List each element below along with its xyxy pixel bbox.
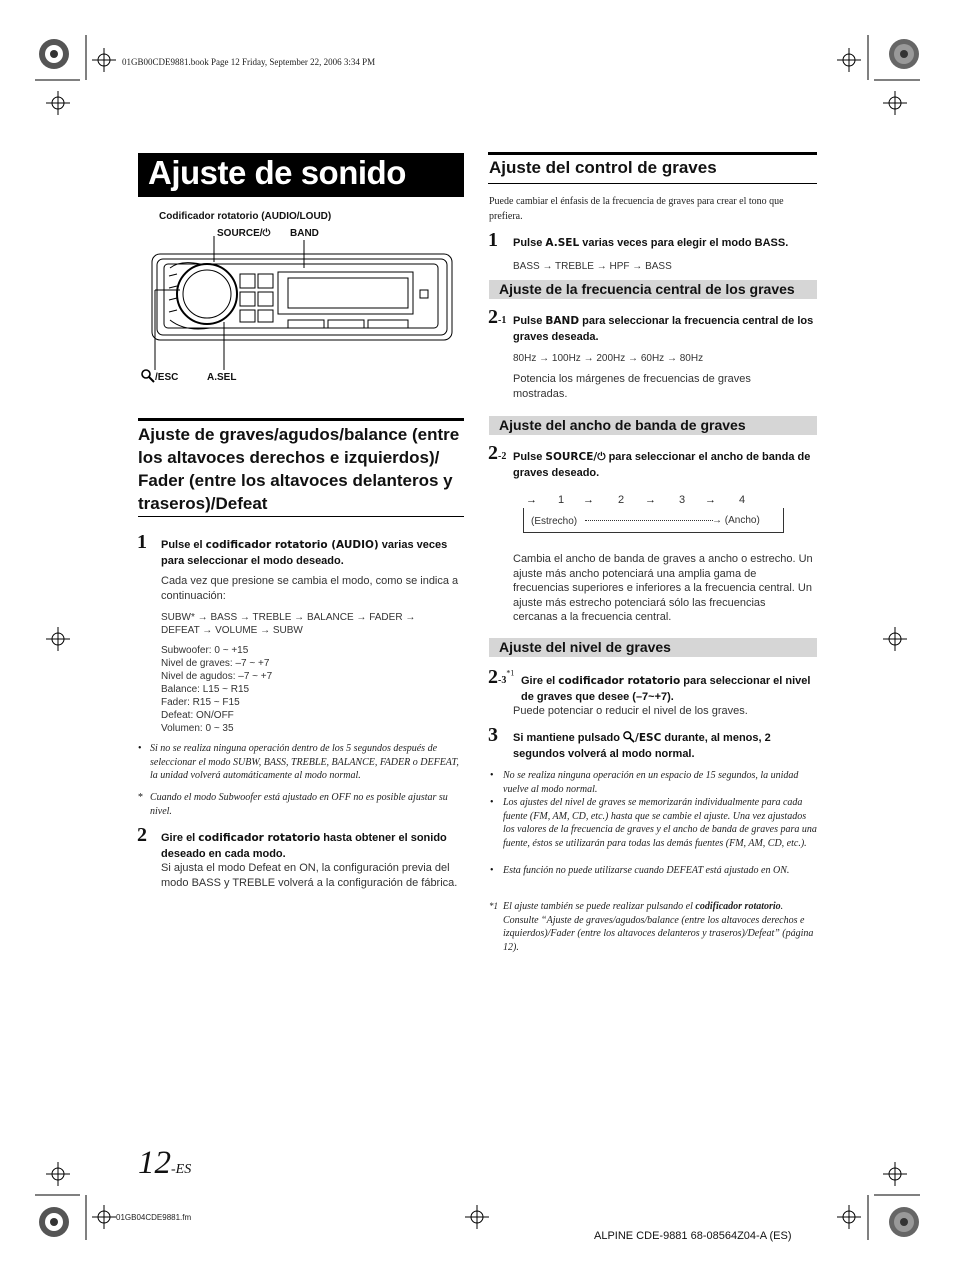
diagram-label-band: BAND (290, 228, 319, 239)
step-text: varias veces para elegir el modo BASS. (579, 237, 789, 249)
mode-sequence-line-2: DEFEAT → VOLUME → SUBW (161, 625, 303, 636)
section-rule (138, 516, 464, 517)
arrow-icon: → (645, 494, 656, 506)
section-heading-bass: Ajuste del control de graves (489, 158, 717, 177)
step-text: Gire el (521, 675, 559, 687)
diagram-label-source: SOURCE/⏻ (217, 228, 271, 239)
diagram-label-encoder: Codificador rotatorio (AUDIO/LOUD) (159, 211, 332, 222)
bass-step-1-instruction (513, 235, 817, 251)
section-rule (488, 152, 817, 155)
search-icon (623, 731, 635, 743)
flow-left-label: (Estrecho) (531, 516, 578, 527)
bass-step-3-instruction (513, 730, 817, 762)
bass-note-defeat: Esta función no puede utilizarse cuando DEFEAT está ajustado en ON. (503, 865, 790, 876)
bullet-dot: • (490, 865, 494, 876)
step-text: durante, al menos, 2 segundos volverá al modo normal. (513, 732, 771, 760)
step-text: Pulse el (161, 539, 206, 551)
note-subwoofer: Cuando el modo Subwoofer está ajustado en OFF no es posible ajustar su nivel. (150, 792, 448, 817)
step-text: para seleccionar el ancho de banda de graves deseado. (513, 451, 811, 479)
bullet-dot: • (138, 743, 142, 754)
bass-note-timeout: No se realiza ninguna operación en un espacio de 15 segundos, la unidad vuelve al modo normal. (503, 770, 799, 795)
section-rule (138, 418, 464, 421)
step-text-bold: /ESC (635, 732, 662, 744)
flow-step: 3 (679, 494, 686, 506)
step-text: Gire el (161, 832, 199, 844)
step-text: hasta obtener el sonido deseado en cada modo. (161, 832, 447, 860)
step-text: para seleccionar la frecuencia central de los graves deseada. (513, 315, 814, 343)
flow-step: 1 (558, 494, 565, 506)
level-step-instruction (521, 673, 817, 705)
subsection-bar-frequency (489, 280, 817, 299)
step-text: Si mantiene pulsado (513, 732, 624, 744)
step-number-main: 2 (488, 666, 498, 688)
step-number-sub: -2 (498, 451, 507, 462)
step-number: 3 (488, 724, 498, 746)
bullet-dot: • (490, 797, 494, 808)
bass-note-memory: Los ajustes del nivel de graves se memorizarán individualmente para cada fuente (FM, AM, CD, etc.) hasta que se cambie el ajuste. Una vez ajustados los valores de la frecuencia de graves y el ancho de banda de graves para una fuente, éstos se utilizarán para todas las demás fuentes (FM, AM, CD, etc.). (503, 797, 817, 849)
page-number-suffix: -ES (171, 1162, 192, 1177)
step-text-bold: codificador rotatorio (558, 675, 681, 687)
subsection-title: Ajuste del nivel de graves (499, 639, 671, 655)
file-info-header: 01GB00CDE9881.book Page 12 Friday, September 22, 2006 3:34 PM (122, 57, 376, 67)
page-number-value: 12 (138, 1145, 171, 1181)
bandwidth-step-instruction (513, 449, 817, 481)
step-number-sub: -1 (498, 315, 507, 326)
step-number (488, 306, 506, 329)
step-text-bold: BAND (545, 315, 580, 327)
range-item: Nivel de agudos: –7 ~ +7 (161, 671, 273, 682)
page-number (138, 1145, 191, 1182)
section-intro: Puede cambiar el énfasis de la frecuencia de graves para crear el tono que prefiera. (489, 196, 784, 222)
step-2-description: Si ajusta el modo Defeat en ON, la configuración previa del modo BASS y TREBLE volverá a la configuración de fábrica. (161, 862, 458, 889)
step-text-bold: SOURCE/⏻ (545, 451, 606, 463)
arrow-icon: → (705, 494, 716, 506)
step-2-instruction (161, 830, 463, 862)
page-title-box (138, 153, 464, 197)
step-number (488, 666, 514, 689)
mode-ranges-list (161, 644, 463, 735)
flow-row (518, 494, 788, 508)
step-1-instruction (161, 537, 463, 569)
step-number-sub: -3 (498, 675, 507, 686)
footnote-marker: *1 (489, 901, 498, 911)
step-number-main: 2 (488, 442, 498, 464)
bass-mode-sequence: BASS → TREBLE → HPF → BASS (513, 261, 672, 272)
footer-file-name: 01GB04CDE9881.fm (116, 1213, 192, 1222)
step-number (488, 442, 506, 465)
range-item: Subwoofer: 0 ~ +15 (161, 645, 249, 656)
subsection-bar-level (489, 638, 817, 657)
range-item: Volumen: 0 ~ 35 (161, 723, 234, 734)
search-icon (141, 369, 155, 383)
range-item: Nivel de graves: –7 ~ +7 (161, 658, 270, 669)
subsection-title: Ajuste de la frecuencia central de los graves (499, 281, 795, 297)
diagram-label-asel: A.SEL (207, 372, 237, 383)
step-text-bold: A.SEL (545, 237, 580, 249)
bandwidth-description: Cambia el ancho de banda de graves a ancho o estrecho. Un ajuste más ancho potenciará una amplia gama de frecuencias superiores e inferiores a la frecuencia central. Un ajuste más estrecho potenciará sólo las frecuencias cercanas a la frecuencia central. (513, 553, 813, 623)
step-text: Pulse (513, 237, 546, 249)
flow-step: 4 (739, 494, 746, 506)
footnote-ref: *1 (506, 668, 515, 678)
section-heading-balance: Ajuste de graves/agudos/balance (entre los altavoces derechos e izquierdos)/ Fader (entre los altavoces delanteros y traseros)/Defeat (138, 425, 460, 513)
freq-description: Potencia los márgenes de frecuencias de graves mostradas. (513, 373, 751, 400)
mode-sequence-line-1: SUBW* → BASS → TREBLE → BALANCE → FADER → (161, 612, 416, 623)
step-number: 2 (137, 824, 147, 846)
subsection-bar-bandwidth (489, 416, 817, 435)
step-number: 1 (137, 531, 147, 553)
step-text: Pulse (513, 451, 546, 463)
footnote-part: El ajuste también se puede realizar pulsando el (503, 901, 696, 912)
footnote-bold: codificador rotatorio (695, 901, 781, 912)
note-timeout: Si no se realiza ninguna operación dentro de los 5 segundos después de seleccionar el modo SUBW, BASS, TREBLE, BALANCE, FADER o DEFEAT, la unidad volverá automáticamente al modo normal. (150, 743, 459, 781)
page-title: Ajuste de sonido (148, 154, 406, 191)
step-number-main: 2 (488, 306, 498, 328)
footnote-text (503, 900, 817, 954)
range-item: Balance: L15 ~ R15 (161, 684, 250, 695)
level-description: Puede potenciar o reducir el nivel de los graves. (513, 705, 748, 717)
flow-right-text: (Ancho) (724, 515, 760, 526)
range-item: Defeat: ON/OFF (161, 710, 234, 721)
arrow-icon: → (583, 494, 594, 506)
flow-step: 2 (618, 494, 625, 506)
bullet-dot: • (490, 770, 494, 781)
arrow-icon: → (526, 494, 537, 506)
step-text: varias veces para seleccionar el modo deseado. (161, 539, 448, 567)
head-unit-illustration (140, 236, 465, 370)
section-rule (488, 183, 817, 184)
freq-step-instruction (513, 313, 817, 345)
freq-sequence: 80Hz → 100Hz → 200Hz → 60Hz → 80Hz (513, 353, 704, 364)
step-text-bold: codificador rotatorio (AUDIO) (205, 539, 379, 551)
flow-right-label: → (Ancho) (712, 515, 760, 526)
subsection-title: Ajuste del ancho de banda de graves (499, 417, 746, 433)
flow-dotted-line (585, 520, 713, 521)
step-text-bold: codificador rotatorio (198, 832, 321, 844)
asterisk-mark: * (138, 792, 143, 803)
step-text: Pulse (513, 315, 546, 327)
step-1-description: Cada vez que presione se cambia el modo, como se indica a continuación: (161, 575, 459, 602)
step-text: para seleccionar el nivel de graves que desee (–7~+7). (521, 675, 811, 703)
step-number: 1 (488, 229, 498, 251)
range-item: Fader: R15 ~ F15 (161, 697, 240, 708)
footer-model: ALPINE CDE-9881 68-08564Z04-A (ES) (594, 1230, 792, 1242)
diagram-label-esc: /ESC (155, 372, 179, 383)
footnote-part: . Consulte “Ajuste de graves/agudos/balance (entre los altavoces derechos e izquierdos)/Fader (entre los altavoces delanteros y traseros)/Defeat” (página 12). (503, 901, 814, 953)
